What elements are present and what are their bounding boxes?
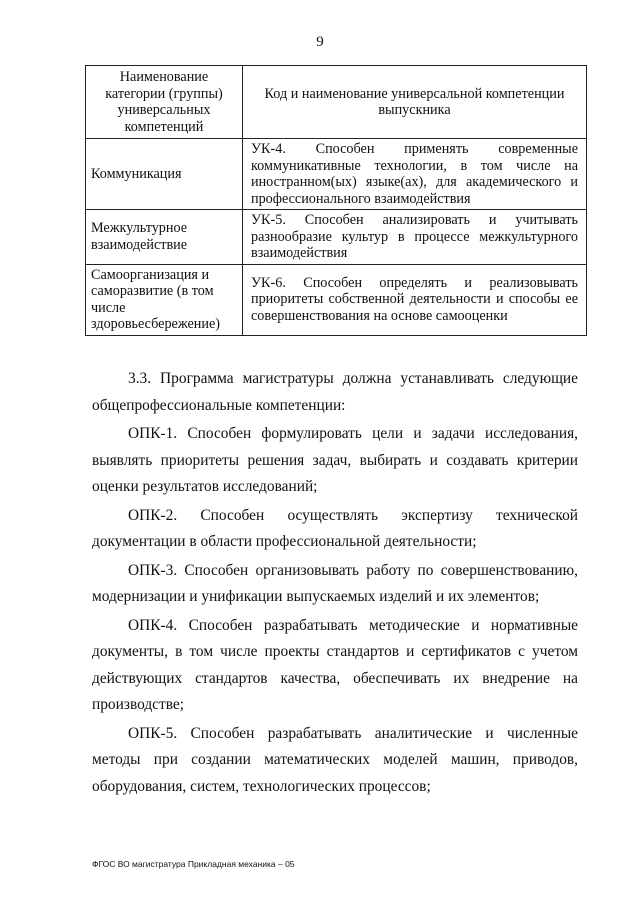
table-row bbox=[86, 264, 587, 335]
body-text bbox=[92, 366, 578, 802]
paragraph-opk-2: ОПК-2. Способен осуществлять экспертизу технической документации в области профессиональной деятельности; bbox=[92, 506, 578, 550]
header-category: Наименование категории (группы) универсальных компетенций bbox=[86, 66, 243, 139]
competence-cell: УК-6. Способен определять и реализовывать приоритеты собственной деятельности и способы ее совершенствования на основе самооценки bbox=[243, 264, 587, 335]
competence-cell: УК-4. Способен применять современные коммуникативные технологии, в том числе на иностранном(ых) языке(ах), для академического и профессионального взаимодействия bbox=[243, 139, 587, 210]
paragraph-intro: 3.3. Программа магистратуры должна устанавливать следующие общепрофессиональные компетенции: bbox=[92, 370, 578, 414]
page-number: 9 bbox=[316, 34, 324, 50]
competence-cell: УК-5. Способен анализировать и учитывать разнообразие культур в процессе межкультурного взаимодействия bbox=[243, 210, 587, 265]
header-competence: Код и наименование универсальной компетенции выпускника bbox=[243, 66, 587, 139]
paragraph-opk-1: ОПК-1. Способен формулировать цели и задачи исследования, выявлять приоритеты решения задач, выбирать и создавать критерии оценки результатов исследований; bbox=[92, 425, 578, 495]
table-row bbox=[86, 210, 587, 265]
competence-table bbox=[85, 65, 587, 336]
category-cell: Коммуникация bbox=[86, 139, 243, 210]
category-cell: Межкультурное взаимодействие bbox=[86, 210, 243, 265]
table-row bbox=[86, 139, 587, 210]
paragraph-opk-4: ОПК-4. Способен разрабатывать методические и нормативные документы, в том числе проекты стандартов и сертификатов с учетом действующих стандартов качества, обеспечивать их внедрение на производстве; bbox=[92, 616, 578, 713]
category-cell: Самоорганизация и саморазвитие (в том числе здоровьесбережение) bbox=[86, 264, 243, 335]
paragraph-opk-3: ОПК-3. Способен организовывать работу по совершенствованию, модернизации и унификации выпускаемых изделий и их элементов; bbox=[92, 561, 578, 605]
table-header-row bbox=[86, 66, 587, 139]
page-footer: ФГОС ВО магистратура Прикладная механика – 05 bbox=[92, 859, 295, 869]
paragraph-opk-5: ОПК-5. Способен разрабатывать аналитические и численные методы при создании математических моделей машин, приводов, оборудования, систем, технологических процессов; bbox=[92, 724, 578, 795]
